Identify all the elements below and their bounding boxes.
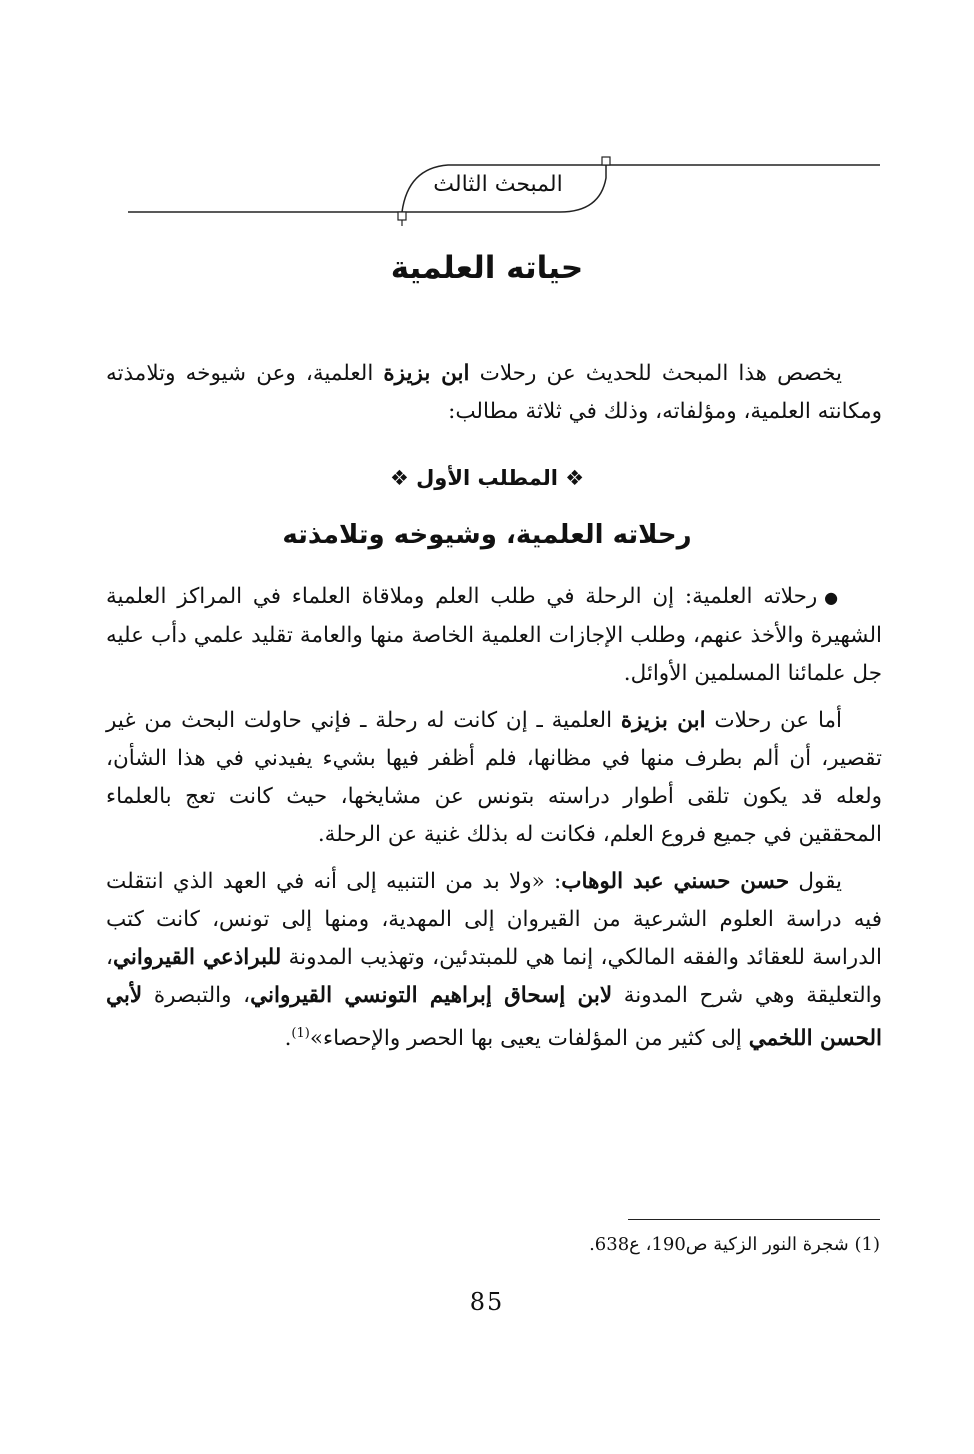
- section-heading: ❖ المطلب الأول ❖: [389, 466, 585, 490]
- paragraph-quote: يقول حسن حسني عبد الوهاب: «ولا بد من التنبيه إلى أنه في العهد الذي انتقلت فيه دراسة العلوم الشرعية من القيروان إلى المهدية، ومنها إلى تونس، كانت كتب الدراسة للعقائد والفقه المالكي، إنما هي للمبتدئين، وتهذيب المدونة للبراذعي القيرواني، والتعليقة وهي شرح المدونة لابن إسحاق إبراهيم التونسي القيرواني، والتبصرة لأبي الحسن اللخمي إلى كثير من المؤلفات يعيى بها الحصر والإحصاء»$^{(1)}$.: [106, 869, 882, 1052]
- section-subheading: رحلاته العلمية، وشيوخه وتلامذته: [282, 520, 692, 550]
- intro-text-b: العلمية، وعن شيوخه وتلامذته ومكانته العلمية، ومؤلفاته، وذلك في ثلاثة مطالب:: [106, 361, 882, 424]
- scholar-name: لأبي الحسن اللخمي: [106, 983, 882, 1052]
- author-name: ابن بزيزة: [620, 708, 706, 733]
- chapter-heading-frame: [0, 0, 974, 240]
- footnote-reference: (1): [291, 1026, 310, 1041]
- scholar-name: للبراذعي القيرواني: [112, 945, 282, 970]
- paragraph-travels: ● رحلاته العلمية: إن الرحلة في طلب العلم وملاقاة العلماء في المراكز العلمية الشهيرة والأخذ عنهم، وطلب الإجازات العلمية الخاصة منها والعامة تقليد علمي دأب عليه جل علمائنا المسلمين الأوائل.: [106, 584, 882, 686]
- footnote-divider: [628, 1219, 880, 1220]
- author-name: ابن بزيزة: [383, 361, 470, 386]
- bullet-icon: ●: [824, 588, 842, 607]
- paragraph-journeys: أما عن رحلات ابن بزيزة العلمية ـ إن كانت له رحلة ـ فإني حاولت البحث من غير تقصير، أن ألم بطرف منها في مظانها، فلم أظفر فيها بشيء يفيدني في هذا الشأن، ولعله قد يكون تلقى أطوار دراسته بتونس عن مشايخها، حيث كانت تعج بالعلماء المحققين في جميع فروع العلم، فكانت له بذلك غنية عن الرحلة.: [106, 708, 882, 847]
- quoted-author-name: حسن حسني عبد الوهاب: [561, 869, 790, 894]
- page-title: حياته العلمية: [390, 250, 584, 286]
- scholar-name: لابن إسحاق إبراهيم التونسي القيرواني: [250, 983, 613, 1008]
- intro-text-a: يخصص هذا المبحث للحديث عن رحلات: [469, 361, 842, 386]
- intro-paragraph: [106, 355, 882, 431]
- main-body: [106, 578, 882, 1058]
- page-number: 85: [469, 1288, 505, 1316]
- chapter-label: المبحث الثالث: [433, 172, 563, 197]
- footnote: (1) شجرة النور الزكية ص190، ع638.: [589, 1234, 880, 1255]
